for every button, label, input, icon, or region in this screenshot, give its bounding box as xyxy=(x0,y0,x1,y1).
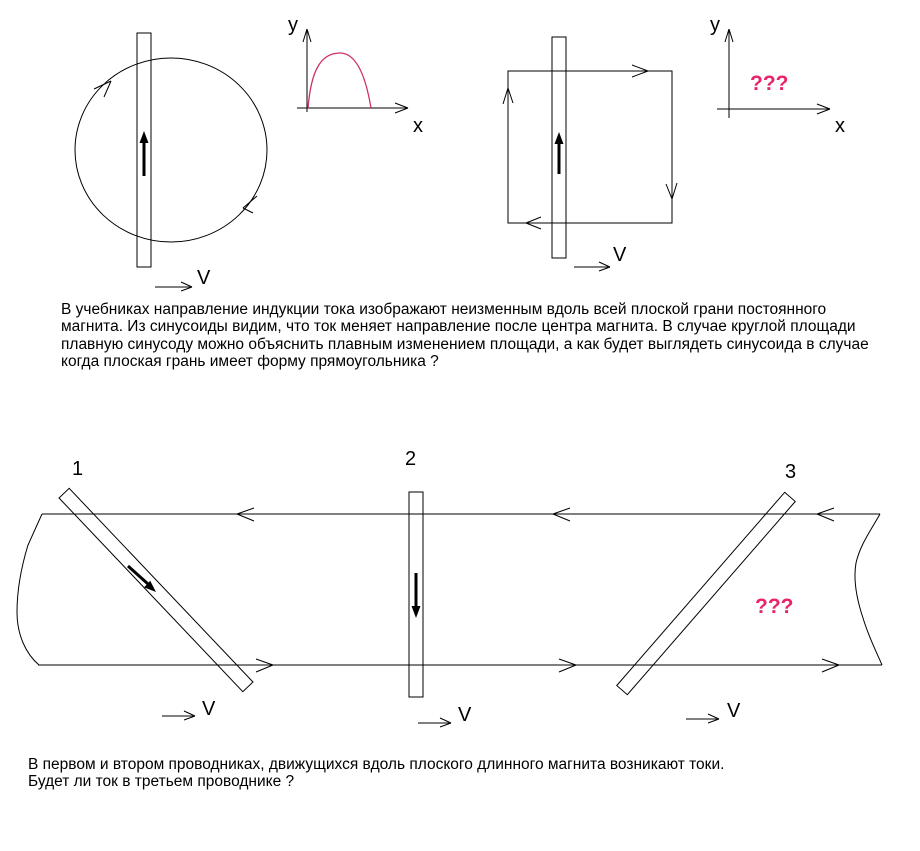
x-axis xyxy=(717,104,830,114)
velocity-label: V xyxy=(613,244,627,266)
conductor-2-current-arrowhead-icon xyxy=(412,606,421,618)
y-axis-label: y xyxy=(710,14,720,36)
current-loop-circle xyxy=(75,58,267,242)
velocity-arrow-3-icon xyxy=(686,714,719,723)
question-2 xyxy=(28,756,724,791)
x-axis xyxy=(297,103,408,113)
velocity-label: V xyxy=(197,267,211,289)
current-direction-arrowhead-icon xyxy=(140,131,149,143)
question-1 xyxy=(61,301,869,371)
question-1-line: В учебниках направление индукции тока изображают неизменным вдоль всей плоской грани постоянного xyxy=(61,301,827,318)
circle-loop-diagram xyxy=(75,33,267,291)
y-axis xyxy=(303,29,311,112)
y-axis-label: y xyxy=(288,14,298,36)
square-loop-diagram xyxy=(503,37,677,271)
loop-arrow-bottom-right-icon xyxy=(243,196,257,213)
velocity-arrow-icon xyxy=(574,262,610,271)
velocity-arrow-2-icon xyxy=(418,718,451,727)
x-axis-label: x xyxy=(835,115,845,137)
question-marks: ??? xyxy=(750,72,789,95)
conductors xyxy=(59,488,795,727)
conductor-2-label: 2 xyxy=(405,448,417,470)
current-direction-arrowhead-icon xyxy=(555,132,564,144)
conductor-1-label: 1 xyxy=(72,458,84,480)
question-1-line: когда плоская грань имеет форму прямоугольника ? xyxy=(61,353,439,371)
question-2-line: В первом и втором проводниках, движущихся вдоль плоского длинного магнита возникают токи. xyxy=(28,756,725,773)
velocity-arrow-1-icon xyxy=(162,711,195,720)
velocity-label-3: V xyxy=(727,700,741,722)
sine-graph xyxy=(297,29,408,113)
velocity-label-2: V xyxy=(458,704,472,726)
band-right-edge xyxy=(855,514,882,665)
band-left-edge xyxy=(17,514,42,665)
x-axis-label: x xyxy=(413,115,423,137)
question-1-line: магнита. Из синусоиды видим, что ток меняет направление после центра магнита. В случае круглой площади xyxy=(61,318,856,336)
loop-arrow-top-left-icon xyxy=(94,81,111,97)
y-axis xyxy=(725,29,733,118)
induced-current-curve xyxy=(308,53,371,108)
question-1-line: плавную синусоду можно объяснить плавным изменением площади, а как будет выглядеть синусоида в случае xyxy=(61,335,869,353)
velocity-label-1: V xyxy=(202,698,216,720)
velocity-arrow-icon xyxy=(155,282,192,291)
conductor-1-bar xyxy=(59,488,253,691)
question-marks: ??? xyxy=(755,595,794,618)
conductor-3-bar xyxy=(617,492,796,694)
current-loop-rectangle xyxy=(508,71,672,223)
question-2-line: Будет ли ток в третьем проводнике ? xyxy=(28,773,295,791)
conductor-3-label: 3 xyxy=(785,461,797,483)
